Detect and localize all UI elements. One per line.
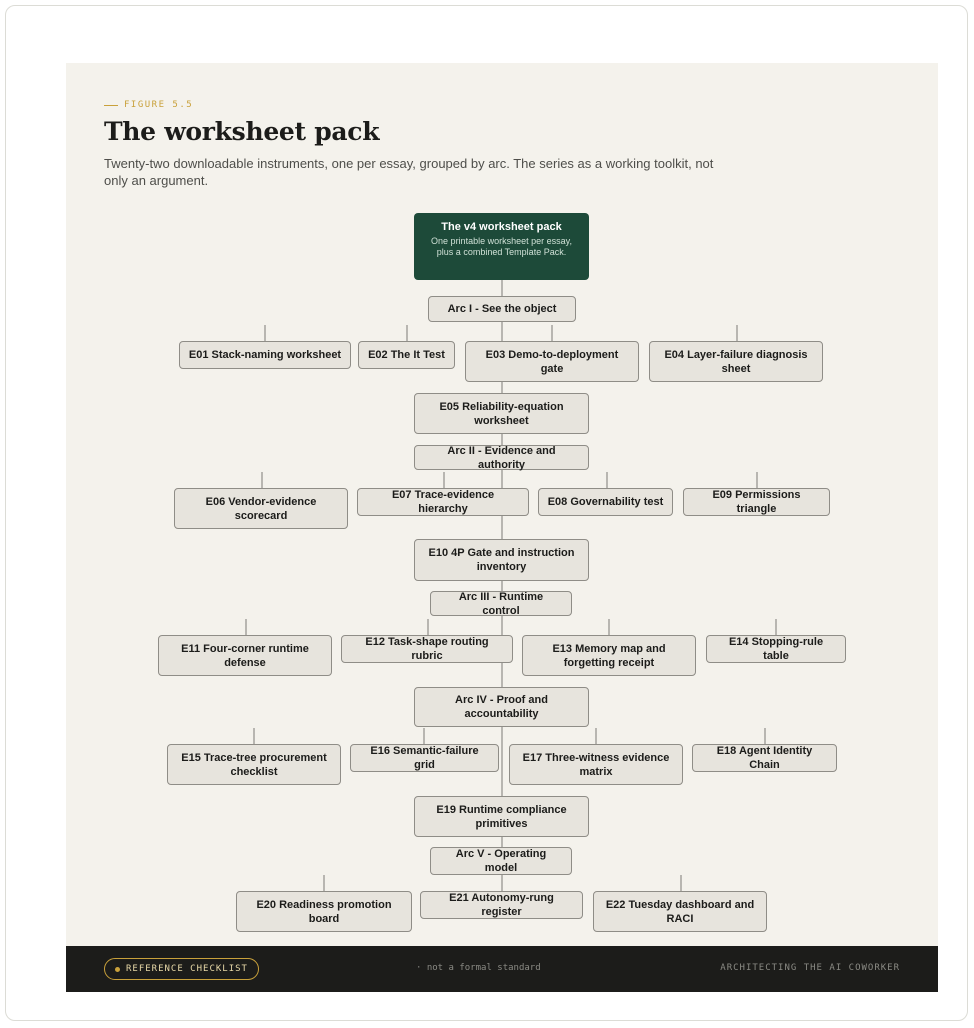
worksheet-node: E11 Four-corner runtime defense — [158, 635, 332, 676]
footer-note: · not a formal standard — [416, 963, 541, 973]
arc-node: Arc II - Evidence and authority — [414, 445, 589, 470]
arc-node: Arc V - Operating model — [430, 847, 572, 875]
worksheet-node: E17 Three-witness evidence matrix — [509, 744, 683, 785]
footer-bar — [66, 946, 938, 992]
figure-subtitle: Twenty-two downloadable instruments, one per essay, grouped by arc. The series as a working toolkit, not only an argument. — [104, 156, 714, 188]
footer-brand: ARCHITECTING THE AI COWORKER — [720, 963, 900, 973]
reference-checklist-badge — [104, 958, 259, 980]
arc-node: Arc I - See the object — [428, 296, 576, 322]
worksheet-node: E03 Demo-to-deployment gate — [465, 341, 639, 382]
worksheet-node: E05 Reliability-equation worksheet — [414, 393, 589, 434]
outer-frame — [5, 5, 968, 1021]
worksheet-node: E12 Task-shape routing rubric — [341, 635, 513, 663]
worksheet-node: E22 Tuesday dashboard and RACI — [593, 891, 767, 932]
root-node — [414, 213, 589, 280]
arc-node: Arc III - Runtime control — [430, 591, 572, 616]
root-title: The v4 worksheet pack — [441, 221, 562, 233]
badge-dot-icon — [115, 967, 120, 972]
worksheet-node: E13 Memory map and forgetting receipt — [522, 635, 696, 676]
worksheet-node: E08 Governability test — [538, 488, 673, 516]
worksheet-node: E20 Readiness promotion board — [236, 891, 412, 932]
badge-label: REFERENCE CHECKLIST — [126, 964, 248, 974]
figure-card — [66, 63, 938, 992]
worksheet-node: E07 Trace-evidence hierarchy — [357, 488, 529, 516]
worksheet-node: E18 Agent Identity Chain — [692, 744, 837, 772]
worksheet-node: E19 Runtime compliance primitives — [414, 796, 589, 837]
root-description: One printable worksheet per essay, plus a combined Template Pack. — [431, 236, 572, 257]
worksheet-node: E04 Layer-failure diagnosis sheet — [649, 341, 823, 382]
worksheet-node: E01 Stack-naming worksheet — [179, 341, 351, 369]
worksheet-node: E16 Semantic-failure grid — [350, 744, 499, 772]
worksheet-node: E10 4P Gate and instruction inventory — [414, 539, 589, 581]
worksheet-node: E14 Stopping-rule table — [706, 635, 846, 663]
worksheet-node: E02 The It Test — [358, 341, 455, 369]
worksheet-node: E15 Trace-tree procurement checklist — [167, 744, 341, 785]
figure-title: The worksheet pack — [104, 117, 380, 146]
figure-number: FIGURE 5.5 — [124, 100, 194, 110]
worksheet-node: E09 Permissions triangle — [683, 488, 830, 516]
arc-node: Arc IV - Proof and accountability — [414, 687, 589, 727]
worksheet-node: E21 Autonomy-rung register — [420, 891, 583, 919]
worksheet-node: E06 Vendor-evidence scorecard — [174, 488, 348, 529]
